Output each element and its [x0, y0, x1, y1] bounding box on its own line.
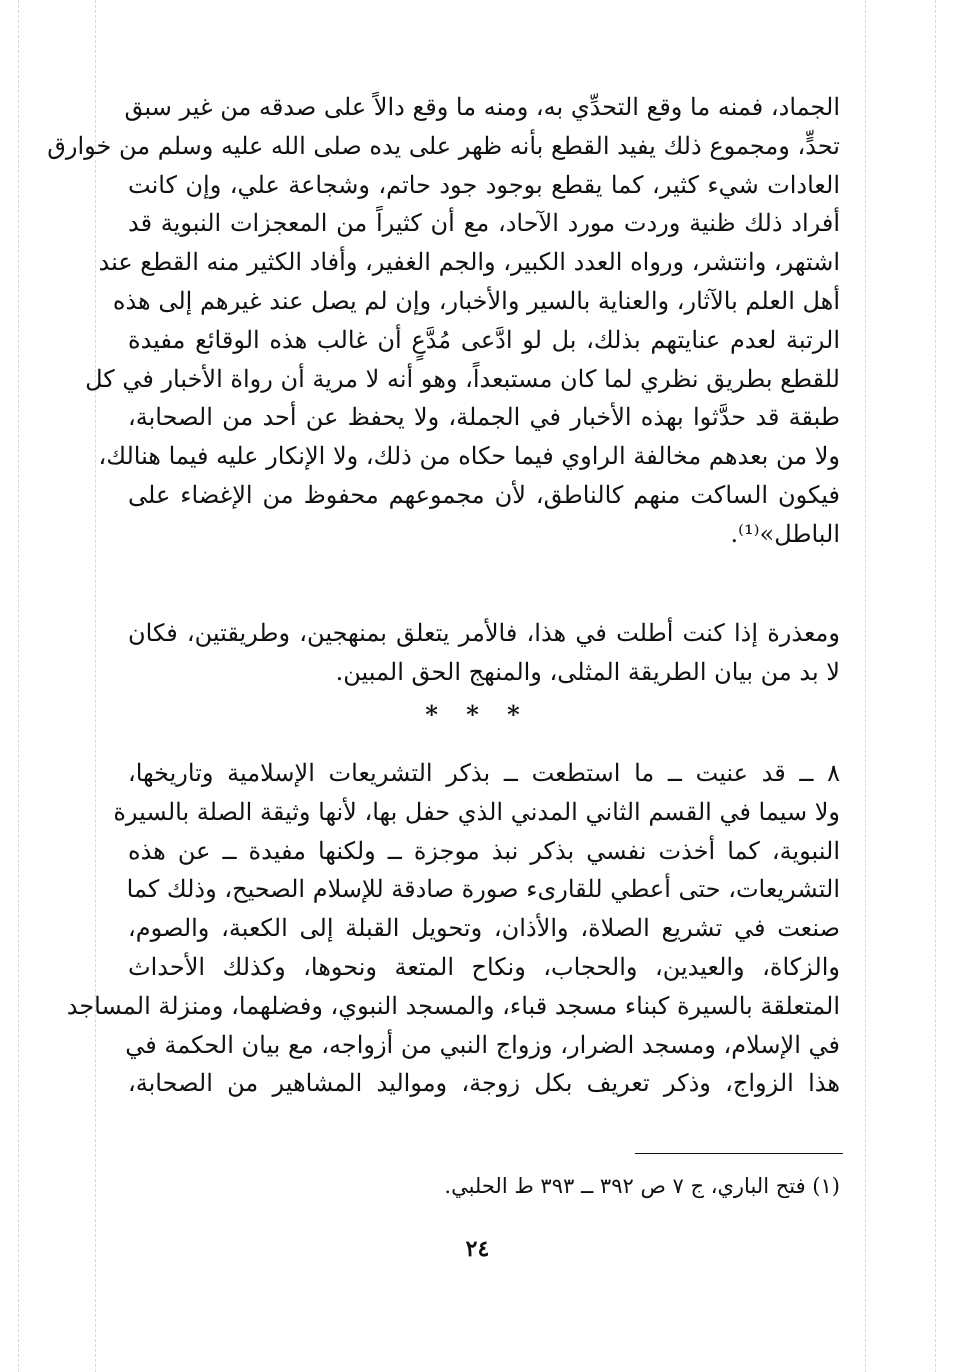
footnote-rule [635, 1153, 843, 1154]
page-number: ٢٤ [465, 1236, 490, 1262]
paragraph-1 [47, 88, 840, 554]
text-line: ولا سيما في القسم الثاني المدني الذي حفل بها، لأنها وثيقة الصلة بالسيرة [113, 797, 840, 826]
text-line: أهل العلم بالآثار، والعناية بالسير والأخبار، وإن لم يصل عند غيرهم إلى هذه [112, 286, 840, 315]
text-line: في الإسلام، ومسجد الضرار، وزواج النبي من أزواجه، مع بيان الحكمة في [125, 1030, 840, 1059]
text-line: والزكاة، والعيدين، والحجاب، ونكاح المتعة ونحوها، وكذلك الأحداث [128, 952, 840, 981]
text-line: ومعذرة إذا كنت أطلت في هذا، فالأمر يتعلق بمنهجين، وطريقتين، فكان [128, 619, 840, 647]
text-line: ولا من بعدهم مخالفة الراوي فيما حكاه من ذلك، ولا الإنكار عليه فيما هنالك، [98, 442, 840, 471]
text-line: ٨ ــ قد عنيت ــ ما استطعت ــ بذكر التشريعات الإسلامية وتاريخها، [128, 759, 840, 787]
text-line: صنعت في تشريع الصلاة، والأذان، وتحويل القبلة إلى الكعبة، والصوم، [128, 914, 840, 943]
text-line: الجماد، فمنه ما وقع التحدِّي به، ومنه ما وقع دالاً على صدقه من غير سبق [124, 93, 840, 121]
text-line: الباطل»⁽¹⁾. [730, 519, 840, 548]
text-line: أفراد ذلك ظنية وردت مورد الآحاد، مع أن كثيراً من المعجزات النبوية قد [128, 209, 840, 238]
text-line: فيكون الساكت منهم كالناطق، لأن مجموعهم محفوظ من الإغضاء على [128, 480, 840, 509]
text-line: النبوية، كما أخذت نفسي بذكر نبذ موجزة ــ ولكنها مفيدة ــ عن هذه [128, 836, 840, 865]
text-line: الرتبة لعدم عنايتهم بذلك، بل لو ادَّعى مُدَّعٍ أن غالب هذه الوقائع مفيدة [128, 325, 840, 354]
paragraph-2 [128, 614, 840, 692]
text-line: العادات شيء كثير، كما يقطع بوجود جود حاتم، وشجاعة علي، وإن كانت [128, 170, 840, 199]
text-line: تحدٍّ، ومجموع ذلك يفيد القطع بأنه ظهر على يده صلى الله عليه وسلم من خوارق [47, 131, 840, 160]
text-line: التشريعات، حتى أعطي للقارىء صورة صادقة للإسلام الصحيح، وذلك كما [126, 875, 840, 904]
text-line: اشتهر، وانتشر، ورواه العدد الكبير، والجم الغفير، وأفاد الكثير منه القطع عند [98, 248, 840, 277]
text-line: هذا الزواج، وذكر تعريف بكل زوجة، ومواليد المشاهير من الصحابة، [128, 1069, 840, 1098]
paragraph-3 [66, 754, 840, 1103]
text-line: المتعلقة بالسيرة كبناء مسجد قباء، والمسجد النبوي، وفضلهما، ومنزلة المساجد [66, 991, 840, 1020]
text-line: لا بد من بيان الطريقة المثلى، والمنهج الحق المبين. [335, 657, 840, 686]
footnote: (١) فتح الباري، ج ٧ ص ٣٩٢ ــ ٣٩٣ ط الحلبي. [444, 1174, 840, 1198]
section-separator: * * * [425, 700, 530, 729]
text-line: للقطع بطريق نظري لما كان مستبعداً، وهو أنه لا مرية أن رواة الأخبار في كل [85, 364, 840, 393]
text-line: طبقة قد حدَّثوا بهذه الأخبار في الجملة، ولا يحفظ عن أحد من الصحابة، [128, 403, 840, 432]
